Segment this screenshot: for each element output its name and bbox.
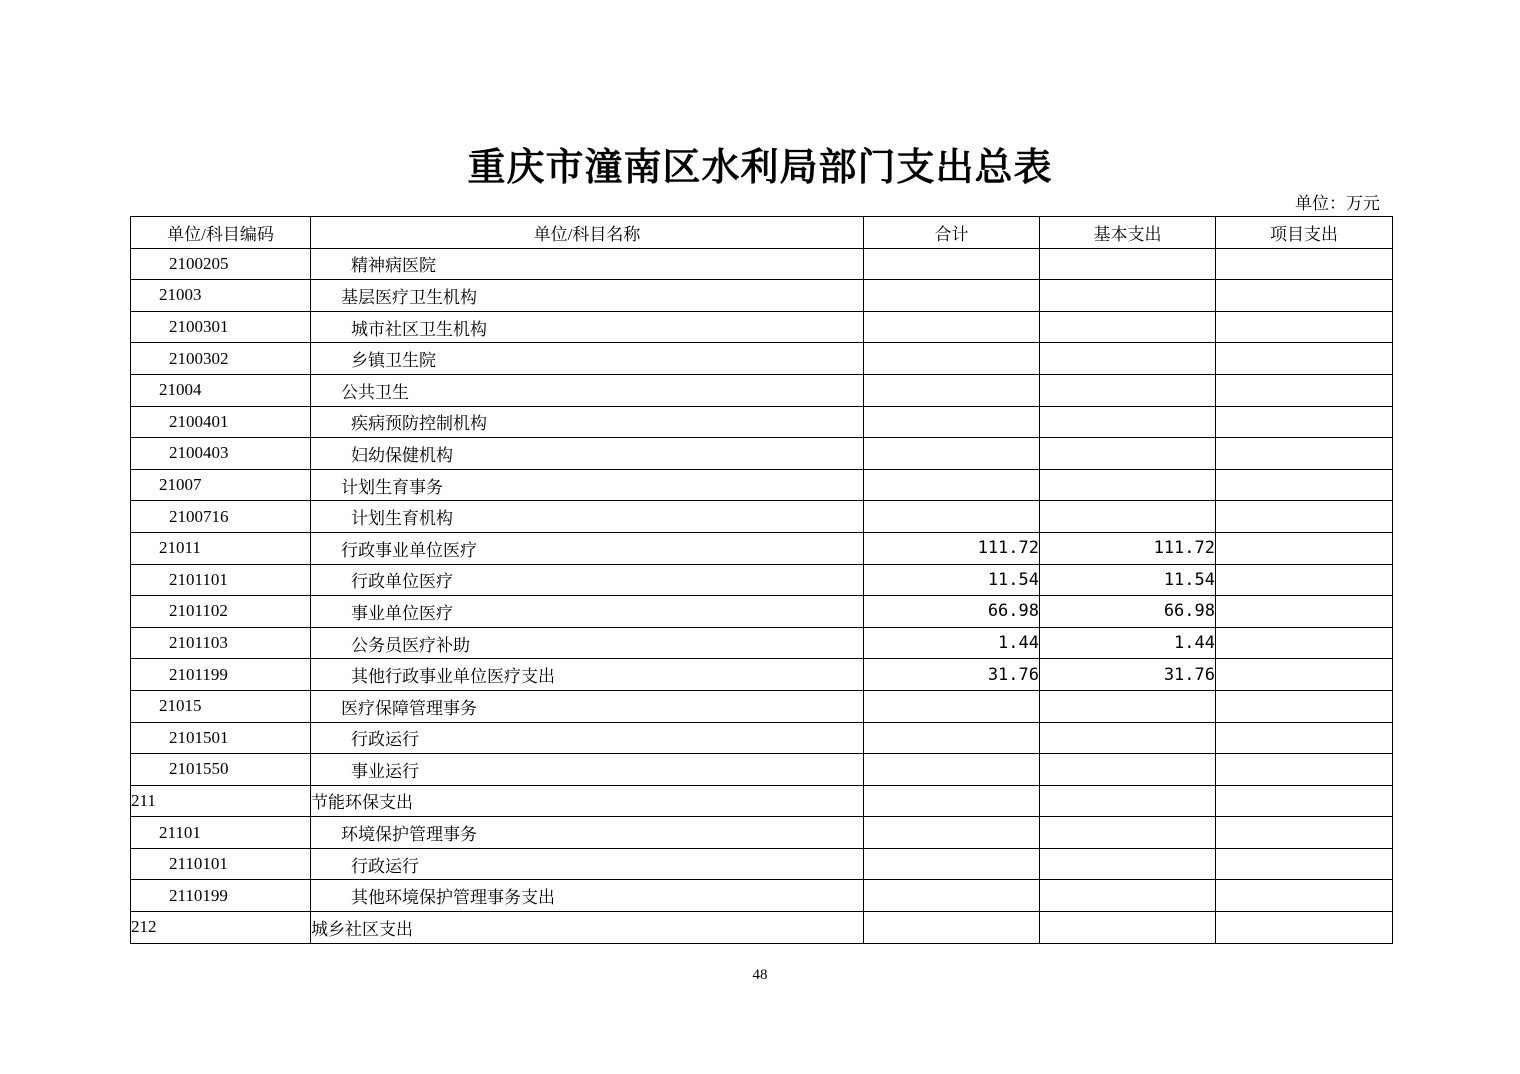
row-total: [864, 374, 1040, 406]
row-name: 公共卫生: [311, 374, 864, 406]
row-project: [1216, 754, 1393, 786]
header-name: 单位/科目名称: [311, 217, 864, 249]
table-row: [131, 722, 1393, 754]
row-code: 2100716: [131, 501, 311, 533]
row-basic: 31.76: [1040, 659, 1216, 691]
row-name: 行政运行: [311, 722, 864, 754]
row-total: [864, 817, 1040, 849]
table-row: [131, 754, 1393, 786]
row-code: 21004: [131, 374, 311, 406]
table-row: [131, 659, 1393, 691]
row-name: 环境保护管理事务: [311, 817, 864, 849]
row-project: [1216, 848, 1393, 880]
row-name: 事业单位医疗: [311, 596, 864, 628]
row-code: 2101101: [131, 564, 311, 596]
row-total: [864, 343, 1040, 375]
row-basic: [1040, 248, 1216, 280]
row-total: [864, 848, 1040, 880]
row-basic: [1040, 374, 1216, 406]
row-total: [864, 280, 1040, 312]
row-code: 2110101: [131, 848, 311, 880]
table-row: [131, 343, 1393, 375]
row-project: [1216, 438, 1393, 470]
row-total: [864, 438, 1040, 470]
document-title: 重庆市潼南区水利局部门支出总表: [467, 144, 1053, 189]
row-total: [864, 880, 1040, 912]
row-name: 其他环境保护管理事务支出: [311, 880, 864, 912]
row-total: 111.72: [864, 532, 1040, 564]
row-code: 2100301: [131, 311, 311, 343]
row-code: 2110199: [131, 880, 311, 912]
table-row: [131, 311, 1393, 343]
row-basic: 11.54: [1040, 564, 1216, 596]
row-name: 疾病预防控制机构: [311, 406, 864, 438]
row-total: 31.76: [864, 659, 1040, 691]
table-row: [131, 596, 1393, 628]
row-project: [1216, 596, 1393, 628]
row-name: 行政单位医疗: [311, 564, 864, 596]
row-project: [1216, 912, 1393, 944]
row-name: 节能环保支出: [311, 785, 864, 817]
row-name: 事业运行: [311, 754, 864, 786]
table-row: [131, 880, 1393, 912]
page-number: 48: [752, 967, 768, 983]
row-total: [864, 754, 1040, 786]
row-basic: [1040, 722, 1216, 754]
row-total: [864, 785, 1040, 817]
row-basic: [1040, 469, 1216, 501]
table-row: [131, 817, 1393, 849]
row-project: [1216, 785, 1393, 817]
row-name: 医疗保障管理事务: [311, 690, 864, 722]
table-row: [131, 374, 1393, 406]
row-total: 66.98: [864, 596, 1040, 628]
row-total: [864, 722, 1040, 754]
row-code: 21015: [131, 690, 311, 722]
row-code: 21003: [131, 280, 311, 312]
row-code: 212: [131, 912, 311, 944]
row-name: 行政事业单位医疗: [311, 532, 864, 564]
unit-label: 单位：万元: [1295, 194, 1380, 213]
expenditure-table: [130, 216, 1393, 944]
row-project: [1216, 690, 1393, 722]
row-name: 计划生育事务: [311, 469, 864, 501]
row-basic: 1.44: [1040, 627, 1216, 659]
row-total: [864, 248, 1040, 280]
header-basic: 基本支出: [1040, 217, 1216, 249]
row-total: 1.44: [864, 627, 1040, 659]
row-project: [1216, 564, 1393, 596]
row-code: 2100403: [131, 438, 311, 470]
row-code: 211: [131, 785, 311, 817]
table-row: [131, 438, 1393, 470]
row-total: [864, 690, 1040, 722]
row-basic: [1040, 280, 1216, 312]
row-name: 公务员医疗补助: [311, 627, 864, 659]
row-basic: [1040, 438, 1216, 470]
row-basic: 66.98: [1040, 596, 1216, 628]
row-project: [1216, 469, 1393, 501]
row-basic: [1040, 785, 1216, 817]
header-code: 单位/科目编码: [131, 217, 311, 249]
row-code: 2101199: [131, 659, 311, 691]
table-row: [131, 627, 1393, 659]
row-basic: [1040, 880, 1216, 912]
row-project: [1216, 374, 1393, 406]
row-project: [1216, 817, 1393, 849]
row-name: 乡镇卫生院: [311, 343, 864, 375]
table-row: [131, 406, 1393, 438]
row-name: 其他行政事业单位医疗支出: [311, 659, 864, 691]
row-name: 计划生育机构: [311, 501, 864, 533]
row-total: [864, 311, 1040, 343]
row-code: 2101550: [131, 754, 311, 786]
row-project: [1216, 532, 1393, 564]
row-project: [1216, 280, 1393, 312]
table-row: [131, 690, 1393, 722]
row-name: 妇幼保健机构: [311, 438, 864, 470]
row-code: 21007: [131, 469, 311, 501]
row-total: [864, 406, 1040, 438]
row-project: [1216, 248, 1393, 280]
row-code: 21101: [131, 817, 311, 849]
table-row: [131, 848, 1393, 880]
row-basic: [1040, 912, 1216, 944]
row-name: 基层医疗卫生机构: [311, 280, 864, 312]
table-row: [131, 280, 1393, 312]
row-name: 精神病医院: [311, 248, 864, 280]
row-project: [1216, 406, 1393, 438]
row-code: 2101103: [131, 627, 311, 659]
row-total: 11.54: [864, 564, 1040, 596]
table-row: [131, 785, 1393, 817]
header-project: 项目支出: [1216, 217, 1393, 249]
row-code: 2101102: [131, 596, 311, 628]
row-basic: [1040, 754, 1216, 786]
table-row: [131, 248, 1393, 280]
table-row: [131, 912, 1393, 944]
row-project: [1216, 627, 1393, 659]
row-basic: [1040, 848, 1216, 880]
row-name: 城市社区卫生机构: [311, 311, 864, 343]
row-basic: [1040, 343, 1216, 375]
row-project: [1216, 501, 1393, 533]
table-body: [131, 248, 1393, 943]
row-name: 城乡社区支出: [311, 912, 864, 944]
row-project: [1216, 343, 1393, 375]
row-basic: [1040, 690, 1216, 722]
row-project: [1216, 722, 1393, 754]
table-row: [131, 469, 1393, 501]
row-basic: 111.72: [1040, 532, 1216, 564]
row-total: [864, 501, 1040, 533]
row-code: 21011: [131, 532, 311, 564]
table-header-row: [131, 217, 1393, 249]
row-basic: [1040, 817, 1216, 849]
row-name: 行政运行: [311, 848, 864, 880]
row-code: 2100302: [131, 343, 311, 375]
table-row: [131, 501, 1393, 533]
table-row: [131, 564, 1393, 596]
row-code: 2101501: [131, 722, 311, 754]
row-code: 2100205: [131, 248, 311, 280]
header-total: 合计: [864, 217, 1040, 249]
row-code: 2100401: [131, 406, 311, 438]
row-project: [1216, 880, 1393, 912]
row-basic: [1040, 406, 1216, 438]
row-project: [1216, 311, 1393, 343]
row-total: [864, 912, 1040, 944]
row-basic: [1040, 311, 1216, 343]
row-total: [864, 469, 1040, 501]
row-basic: [1040, 501, 1216, 533]
row-project: [1216, 659, 1393, 691]
table-row: [131, 532, 1393, 564]
